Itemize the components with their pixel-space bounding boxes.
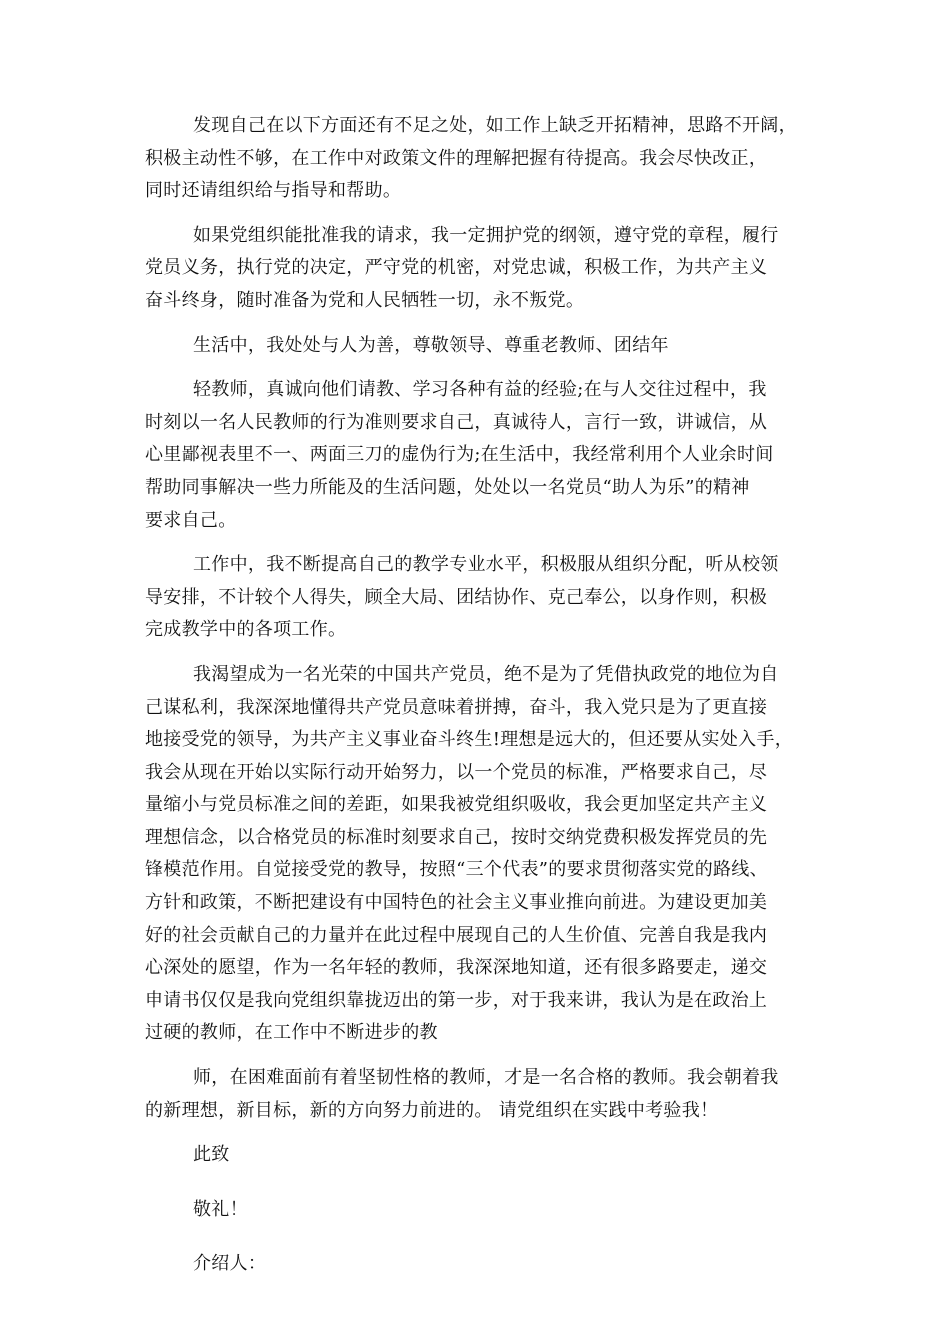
text-line: 心深处的愿望，作为一名年轻的教师，我深深地知道，还有很多路要走，递交 — [145, 957, 768, 979]
text-line: 量缩小与党员标准之间的差距，如果我被党组织吸收，我会更加坚定共产主义 — [145, 794, 768, 816]
letter-closing — [145, 1139, 815, 1281]
text-line: 完成教学中的各项工作。 — [145, 619, 347, 641]
paragraph-work — [145, 549, 815, 647]
closing-salutation — [145, 1139, 815, 1172]
text-line: 要求自己。 — [145, 509, 237, 531]
text-line: 方针和政策，不断把建设有中国特色的社会主义事业推向前进。为建设更加美 — [145, 892, 768, 914]
text-line: 工作中，我不断提高自己的教学专业水平，积极服从组织分配，听从校领 — [193, 554, 779, 576]
text-line: 党员义务，执行党的决定，严守党的机密，对党忠诚，积极工作，为共产主义 — [145, 257, 768, 279]
text-line: 发现自己在以下方面还有不足之处，如工作上缺乏开拓精神，思路不开阔， — [193, 115, 797, 136]
text-line: 轻教师，真诚向他们请教、学习各种有益的经验;在与人交往过程中，我 — [193, 379, 767, 401]
paragraph-pledge — [145, 220, 815, 318]
text-line: 理想信念，以合格党员的标准时刻要求自己，按时交纳党费积极发挥党员的先 — [145, 826, 768, 848]
text-line: 同时还请组织给与指导和帮助。 — [145, 180, 402, 202]
text-line: 时刻以一名人民教师的行为准则要求自己，真诚待人，言行一致，讲诚信，从 — [145, 411, 768, 433]
text-line: 地接受党的领导，为共产主义事业奋斗终生!理想是远大的，但还要从实处入手， — [145, 729, 794, 751]
letter-body — [145, 110, 815, 1303]
text-line: 己谋私利，我深深地懂得共产党员意味着拼搏，奋斗，我入党只是为了更直接 — [145, 696, 768, 718]
text-line: 积极主动性不够，在工作中对政策文件的理解把握有待提高。我会尽快改正， — [145, 147, 768, 169]
text-line: 我会从现在开始以实际行动开始努力，以一个党员的标准，严格要求自己，尽 — [145, 761, 768, 783]
paragraph-life — [145, 374, 815, 537]
paragraph-life-intro — [145, 330, 815, 363]
text-line: 生活中，我处处与人为善，尊敬领导、尊重老教师、团结年 — [193, 334, 669, 356]
closing-introducer — [145, 1248, 815, 1281]
respect-text: 敬礼！ — [193, 1198, 248, 1220]
text-line: 奋斗终身，随时准备为党和人民牺牲一切，永不叛党。 — [145, 289, 585, 311]
text-line: 心里鄙视表里不一、两面三刀的虚伪行为;在生活中，我经常利用个人业余时间 — [145, 444, 774, 466]
paragraph-shortcomings — [145, 110, 815, 208]
paragraph-aspiration — [145, 659, 815, 1050]
text-line: 过硬的教师，在工作中不断进步的教 — [145, 1022, 438, 1044]
salutation-text: 此致 — [193, 1144, 230, 1166]
text-line: 帮助同事解决一些力所能及的生活问题，处处以一名党员“助人为乐”的精神 — [145, 476, 750, 498]
text-line: 好的社会贡献自己的力量并在此过程中展现自己的人生价值、完善自我是我内 — [145, 924, 768, 946]
paragraph-conclusion — [145, 1062, 815, 1127]
closing-respect — [145, 1194, 815, 1227]
text-line: 锋模范作用。自觉接受党的教导，按照“三个代表”的要求贯彻落实党的路线、 — [145, 859, 768, 881]
introducer-label: 介绍人： — [193, 1253, 267, 1275]
text-line: 申请书仅仅是我向党组织靠拢迈出的第一步，对于我来讲，我认为是在政治上 — [145, 989, 768, 1011]
text-line: 师，在困难面前有着坚韧性格的教师，才是一名合格的教师。我会朝着我 — [193, 1067, 779, 1089]
text-line: 如果党组织能批准我的请求，我一定拥护党的纲领，遵守党的章程，履行 — [193, 224, 779, 246]
text-line: 的新理想，新目标，新的方向努力前进的。 请党组织在实践中考验我！ — [145, 1099, 719, 1121]
text-line: 我渴望成为一名光荣的中国共产党员，绝不是为了凭借执政党的地位为自 — [193, 663, 779, 685]
text-line: 导安排，不计较个人得失，顾全大局、团结协作、克己奉公，以身作则，积极 — [145, 586, 768, 608]
